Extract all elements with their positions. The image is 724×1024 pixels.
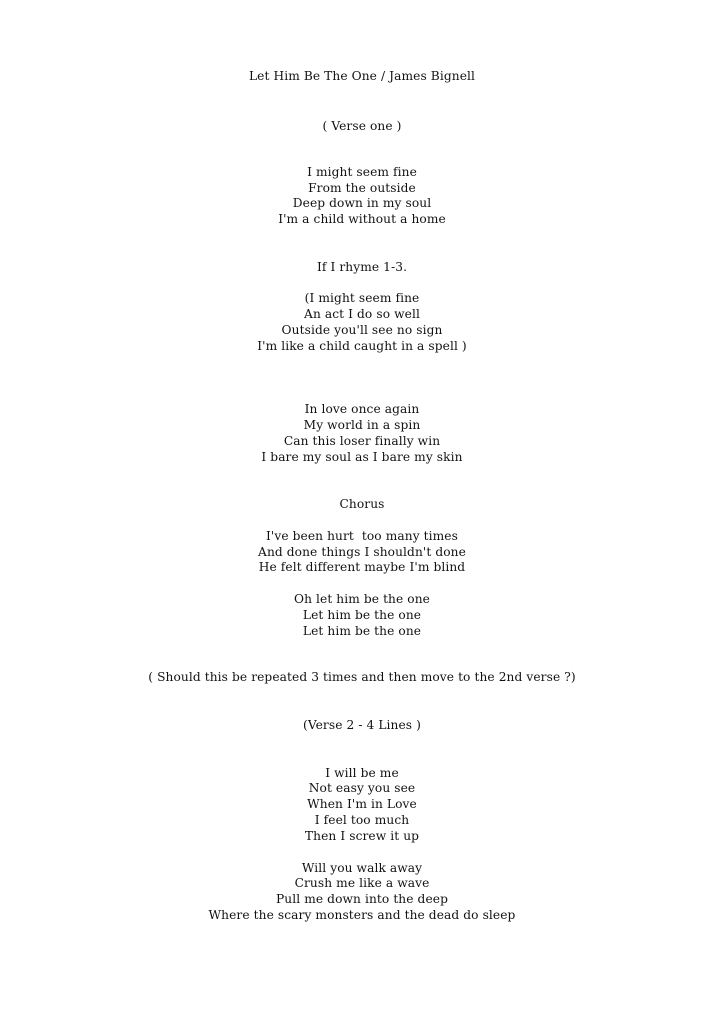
lyric-line: Let him be the one xyxy=(302,608,422,622)
lyric-line: An act I do so well xyxy=(304,307,420,321)
lyric-line: Deep down in my soul xyxy=(292,196,432,210)
lyric-line: In love once again xyxy=(304,402,420,416)
verse-two-heading: (Verse 2 - 4 Lines ) xyxy=(302,718,421,732)
lyric-line: And done things I shouldn't done xyxy=(258,545,466,559)
lyric-line: I've been hurt too many times xyxy=(266,529,458,543)
lyric-line: I bare my soul as I bare my skin xyxy=(261,450,463,464)
lyric-line: Where the scary monsters and the dead do sleep xyxy=(208,908,516,922)
lyric-line: I will be me xyxy=(325,766,399,780)
lyric-line: My world in a spin xyxy=(303,418,421,432)
lyric-line: Crush me like a wave xyxy=(294,876,430,890)
lyric-line: Let him be the one xyxy=(302,624,422,638)
chorus-note: ( Should this be repeated 3 times and then move to the 2nd verse ?) xyxy=(148,670,576,684)
lyric-line: Can this loser finally win xyxy=(283,434,441,448)
verse-one-heading: ( Verse one ) xyxy=(322,119,402,133)
lyric-line: I might seem fine xyxy=(307,165,417,179)
rhyme-note: If I rhyme 1-3. xyxy=(316,260,408,274)
lyric-line: When I'm in Love xyxy=(307,797,417,811)
chorus-heading: Chorus xyxy=(339,497,385,511)
lyric-line: Not easy you see xyxy=(308,781,416,795)
lyric-line: I'm like a child caught in a spell ) xyxy=(257,339,467,353)
lyric-line: I'm a child without a home xyxy=(278,212,446,226)
lyric-line: From the outside xyxy=(308,181,416,195)
lyric-line: Outside you'll see no sign xyxy=(281,323,443,337)
lyric-line: Oh let him be the one xyxy=(294,592,430,606)
lyric-line: I feel too much xyxy=(314,813,410,827)
lyric-line: Will you walk away xyxy=(301,861,423,875)
lyric-line: He felt different maybe I'm blind xyxy=(258,560,466,574)
lyric-line: Pull me down into the deep xyxy=(276,892,448,906)
song-title: Let Him Be The One / James Bignell xyxy=(248,69,475,83)
lyric-line: Then I screw it up xyxy=(304,829,420,843)
lyric-line: (I might seem fine xyxy=(304,291,420,305)
